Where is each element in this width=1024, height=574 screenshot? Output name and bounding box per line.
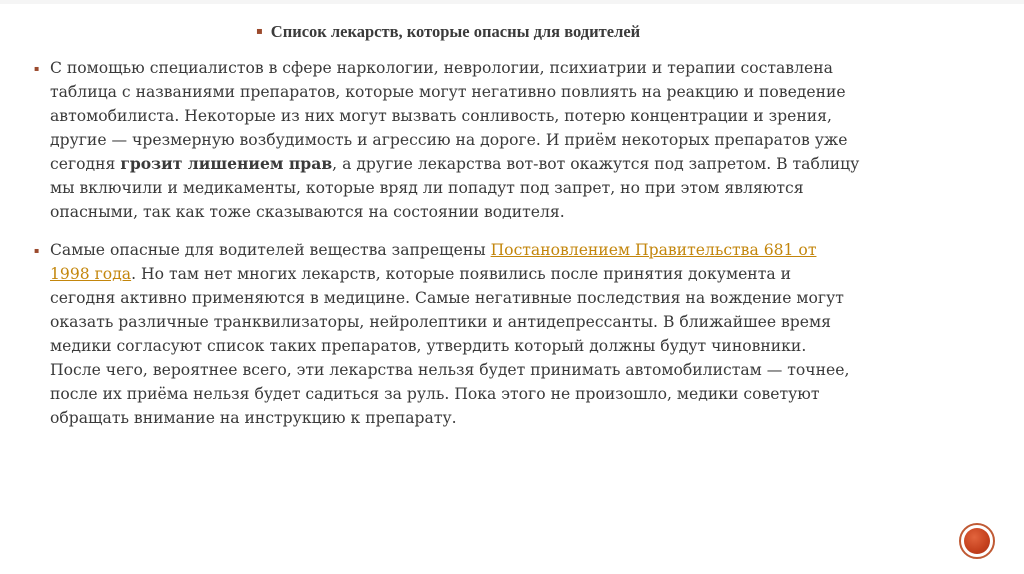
paragraph-line: медики согласуют список таких препаратов, утвердить который должны будут чиновники. xyxy=(50,337,807,355)
paragraph-line xyxy=(50,262,972,286)
paragraph-line: сегодня активно применяются в медицине. Самые негативные последствия на вождение могут xyxy=(50,289,844,307)
paragraph-line: мы включили и медикаменты, которые вряд ли попадут под запрет, но при этом являются xyxy=(50,179,804,197)
bold-phrase: грозит лишением прав xyxy=(120,154,333,173)
paragraph-line: другие — чрезмерную возбудимость и агрессию на дороге. И приём некоторых препаратов уже xyxy=(50,131,848,149)
paragraph-bullet-icon: ▪ xyxy=(34,246,40,255)
text-segment: Самые опасные для водителей вещества запрещены xyxy=(50,241,491,259)
slide-title-text: Список лекарств, которые опасны для водителей xyxy=(270,22,641,41)
paragraph-line: С помощью специалистов в сфере наркологии, неврологии, психиатрии и терапии составлена xyxy=(50,59,833,77)
paragraph-line xyxy=(50,238,972,262)
slide-navigation-button[interactable] xyxy=(959,523,995,559)
paragraph-drivers-medication-list xyxy=(32,56,972,224)
title-bullet-icon: ▪ xyxy=(256,26,263,37)
government-decree-link[interactable]: Постановлением Правительства 681 от xyxy=(490,241,817,259)
paragraph-line: таблица с названиями препаратов, которые могут негативно повлиять на реакцию и поведение xyxy=(50,83,846,101)
text-segment: , а другие лекарства вот-вот окажутся под запретом. В таблицу xyxy=(332,155,860,173)
government-decree-link-continued[interactable]: 1998 года xyxy=(50,265,132,283)
navigation-circle-icon xyxy=(964,528,990,554)
paragraph-line: после их приёма нельзя будет садиться за руль. Пока этого не произошло, медики советуют xyxy=(50,385,820,403)
paragraph-line: опасными, так как тоже сказываются на состоянии водителя. xyxy=(50,203,565,221)
paragraph-bullet-icon: ▪ xyxy=(34,64,40,73)
paragraph-line: После чего, вероятнее всего, эти лекарства нельзя будет принимать автомобилистам — точнее, xyxy=(50,361,850,379)
paragraph-line: оказать различные транквилизаторы, нейролептики и антидепрессанты. В ближайшее время xyxy=(50,313,831,331)
text-segment: сегодня xyxy=(50,155,121,173)
paragraph-banned-substances xyxy=(32,238,972,430)
top-accent-bar xyxy=(0,0,1024,4)
paragraph-line xyxy=(50,152,972,176)
paragraph-line: автомобилиста. Некоторые из них могут вызвать сонливость, потерю концентрации и зрения, xyxy=(50,107,832,125)
slide-content xyxy=(32,56,972,444)
text-segment: . Но там нет многих лекарств, которые появились после принятия документа и xyxy=(131,265,791,283)
paragraph-line: обращать внимание на инструкцию к препарату. xyxy=(50,409,457,427)
slide-title xyxy=(256,18,976,46)
